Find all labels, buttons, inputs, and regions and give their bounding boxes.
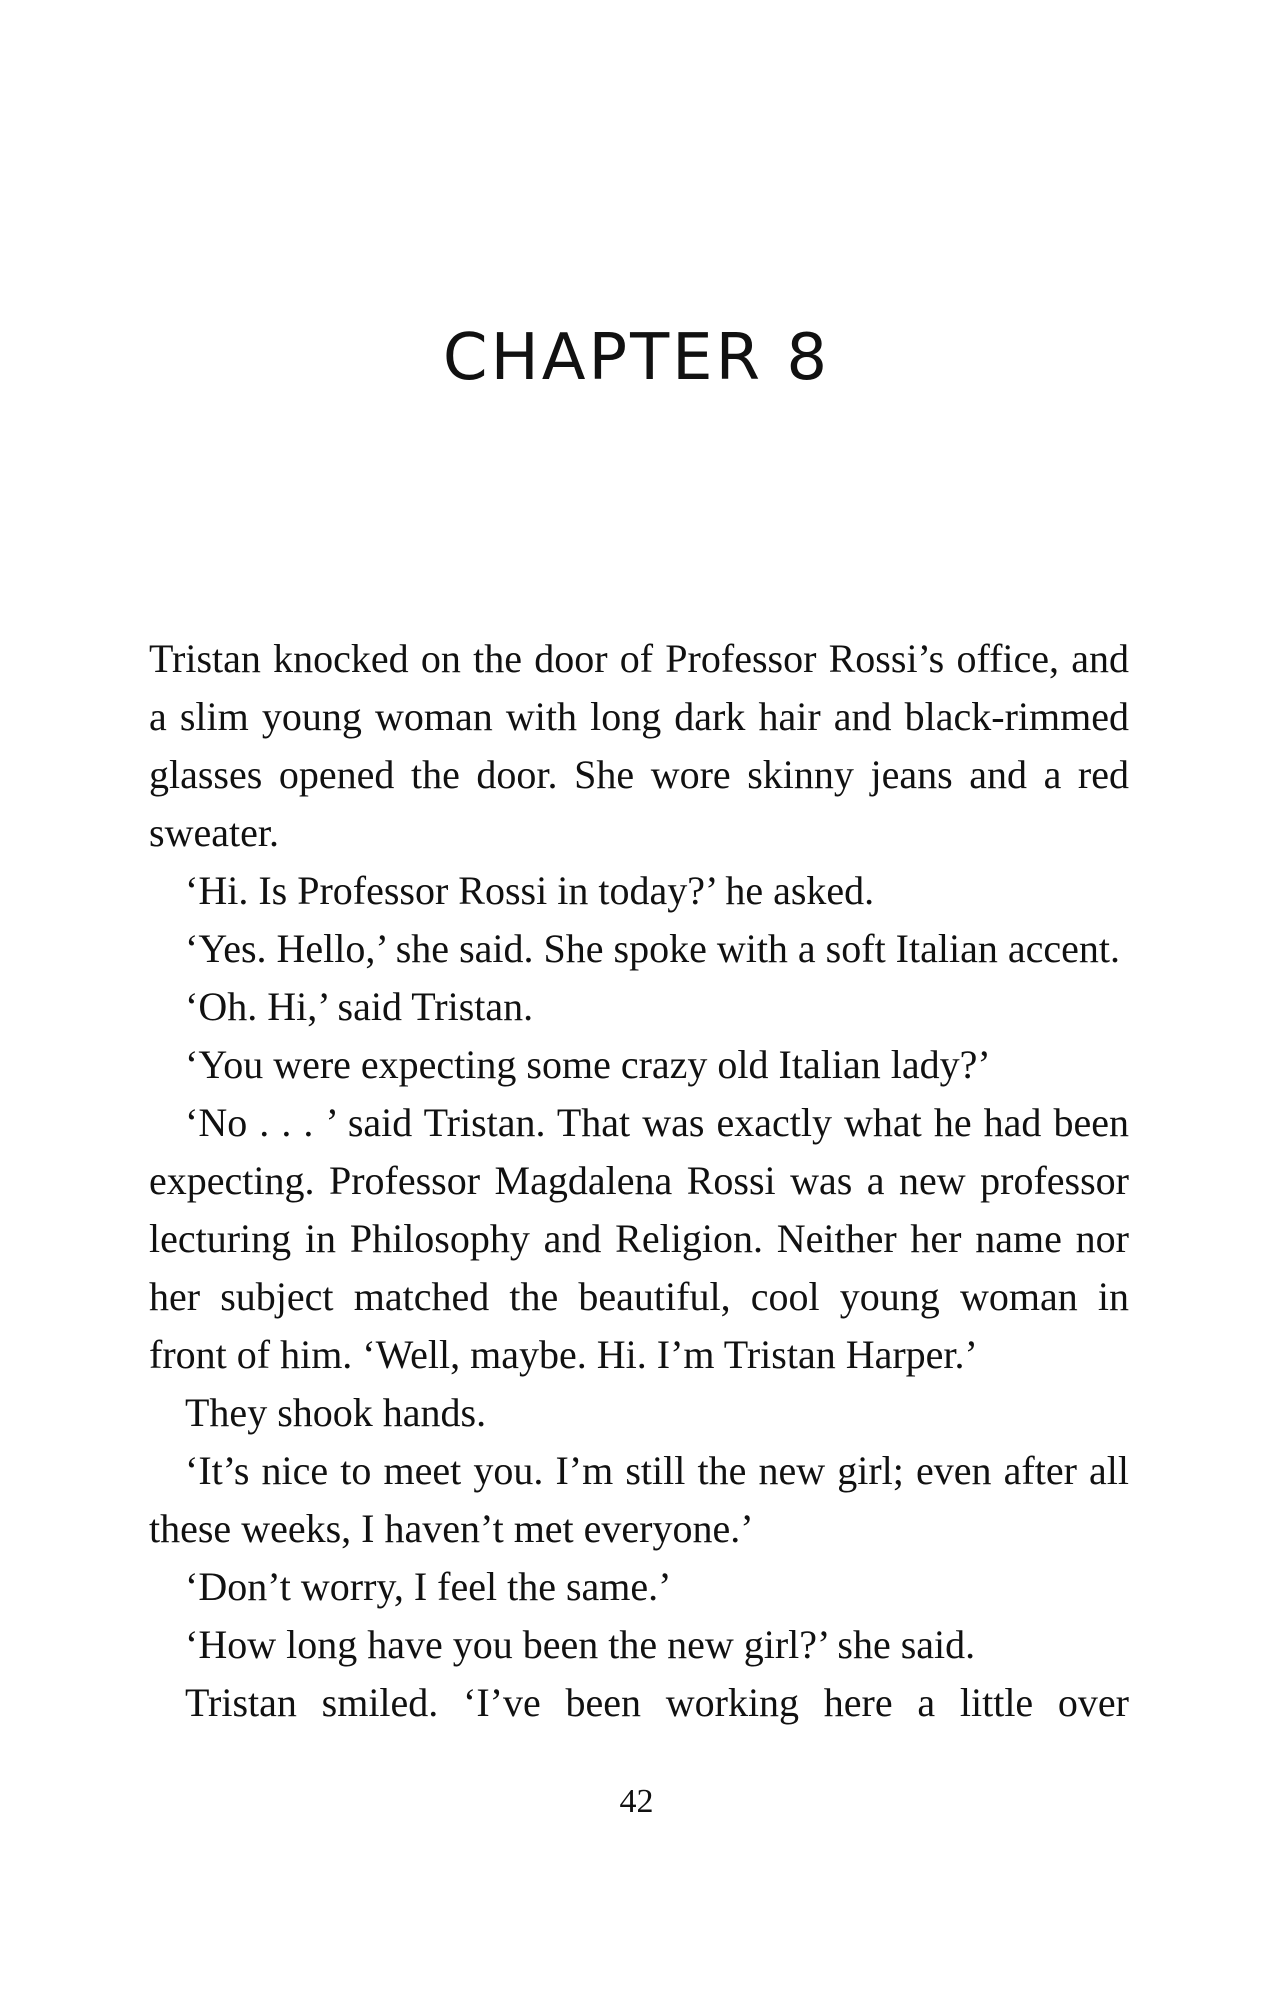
- paragraph: ‘Hi. Is Professor Rossi in today?’ he asked.: [185, 868, 875, 913]
- paragraph: ‘Yes. Hello,’ she said. She spoke with a soft Italian accent.: [185, 926, 1120, 971]
- page-number: 42: [619, 1783, 654, 1820]
- paragraph: ‘You were expecting some crazy old Italian lady?’: [185, 1042, 991, 1087]
- paragraph: ‘No . . . ’ said Tristan. That was exactly what he had been expecting. Professor Magdalena Rossi was a new professor lecturing in Philosophy and Religion. Neither her name nor her subject matched the beautiful, cool young woman in front of him. ‘Well, maybe. Hi. I’m Tristan Harper.’: [149, 1100, 1129, 1377]
- paragraph: Tristan knocked on the door of Professor Rossi’s office, and a slim young woman with long dark hair and black-rimmed glasses opened the door. She wore skinny jeans and a red sweater.: [149, 636, 1129, 855]
- paragraph: ‘How long have you been the new girl?’ she said.: [185, 1622, 976, 1667]
- chapter-heading: CHAPTER 8: [442, 321, 831, 395]
- paragraph: ‘Oh. Hi,’ said Tristan.: [185, 984, 534, 1029]
- paragraph: ‘It’s nice to meet you. I’m still the new girl; even after all these weeks, I haven’t met everyone.’: [149, 1448, 1129, 1551]
- paragraph: Tristan smiled. ‘I’ve been working here a little over: [185, 1680, 1129, 1725]
- chapter-body: [149, 630, 1129, 1732]
- paragraph: ‘Don’t worry, I feel the same.’: [185, 1564, 672, 1609]
- paragraph: They shook hands.: [185, 1390, 487, 1435]
